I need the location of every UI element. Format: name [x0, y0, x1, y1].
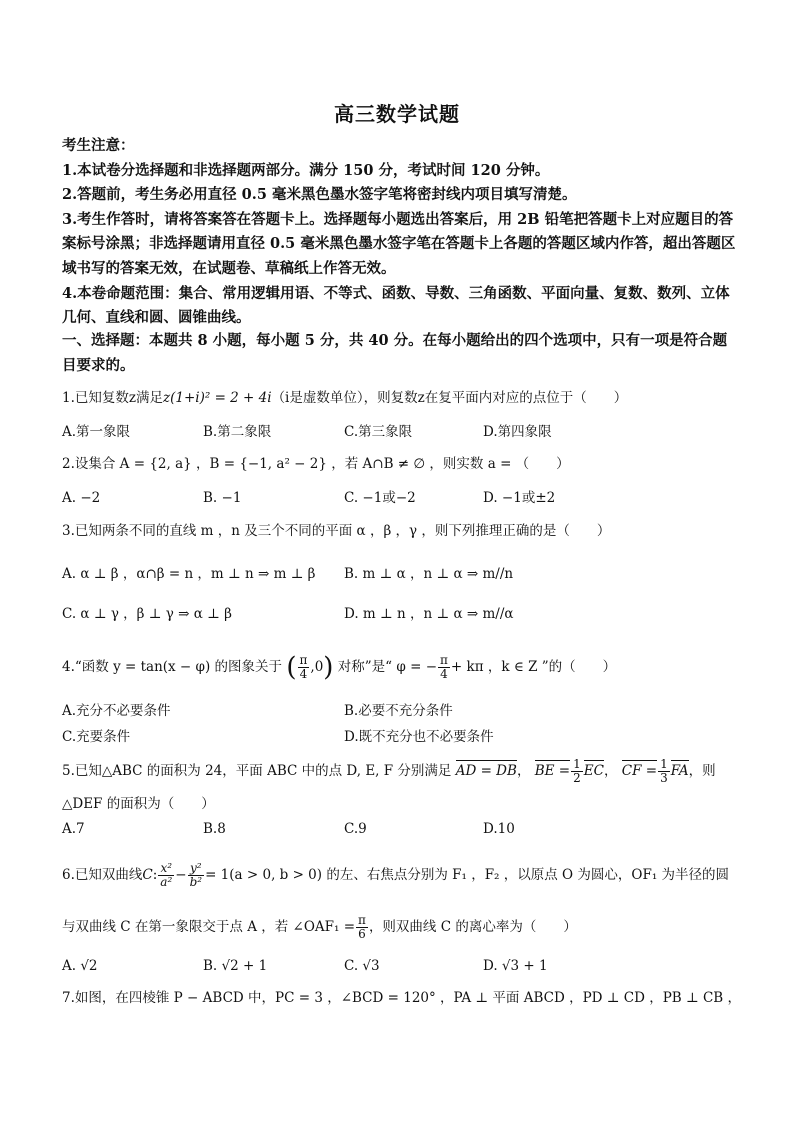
note-item: 1.本试卷分选择题和非选择题两部分。满分 150 分，考试时间 120 分钟。 — [62, 161, 550, 179]
option-b: B. m ⊥ α ，n ⊥ α ⇒ m//n — [344, 566, 514, 582]
q1-equation: z(1+i)² = 2 + 4i — [163, 390, 272, 406]
question-4: 4.“函数 y = tan(x − φ) 的图象关于 ( $\frac{\pi}{4}$ ,0) 对称”是“ φ = − $\frac{\pi}{4}$ + kπ ，k ∈ Z ”的（ ） — [62, 652, 617, 683]
fraction: $\frac{1}{3}$ — [660, 757, 668, 785]
option-b: B.必要不充分条件 — [344, 703, 453, 719]
fraction: $\frac{\text{y²}}{\text{b²}}$ — [189, 861, 203, 889]
question-5-line2: △DEF 的面积为（ ） — [62, 796, 215, 812]
question-3: 3.已知两条不同的直线 m ，n 及三个不同的平面 α ，β ，γ ，则下列推理正确的是（ ） — [62, 523, 611, 539]
vector-expression: CF = — [621, 763, 658, 779]
fraction: $\frac{\pi}{4}$ — [440, 653, 448, 681]
fraction: $\frac{\pi}{4}$ — [299, 653, 308, 681]
question-6-line2: 与双曲线 C 在第一象限交于点 A ，若 ∠OAF₁ = $\frac{\pi}{6}$ ，则双曲线 C 的离心率为（ ） — [62, 913, 577, 941]
option-d: D.第四象限 — [483, 424, 552, 440]
option-c: C. α ⊥ γ ，β ⊥ γ ⇒ α ⊥ β — [62, 606, 232, 622]
section-heading: 一、选择题：本题共 8 小题，每小题 5 分，共 40 分。在每小题给出的四个选项中，只有一项是符合题目要求的。 — [62, 332, 728, 374]
question-6: 6.已知双曲线C: $\frac{\text{x²}}{\text{a²}}$ − $\frac{\text{y²}}{\text{b²}}$ = 1(a > 0, b > 0) 的左、右焦点分别为 F₁ ，F₂ ，以原点 O 为圆心，OF₁ 为半径的圆 — [62, 861, 730, 889]
option-d: D.10 — [483, 821, 515, 837]
fraction: $\frac{\pi}{6}$ — [358, 913, 366, 941]
exam-notes — [62, 134, 738, 331]
note-item: 3.考生作答时，请将答案答在答题卡上。选择题每小题选出答案后，用 2B 铅笔把答题卡上对应题目的答案标号涂黑；非选择题请用直径 0.5 毫米黑色墨水签字笔在答题卡上各题的答题区域内作答，超出答题区域书写的答案无效，在试题卷、草稿纸上作答无效。 — [62, 210, 736, 277]
option-d: D.既不充分也不必要条件 — [344, 729, 494, 745]
option-d: D. −1或±2 — [483, 490, 556, 506]
notes-heading: 考生注意： — [62, 137, 135, 154]
note-item: 2.答题前，考生务必用直径 0.5 毫米黑色墨水签字笔将密封线内项目填写清楚。 — [62, 186, 577, 204]
option-d: D. m ⊥ n ，n ⊥ α ⇒ m//α — [344, 606, 514, 622]
option-d: D. √3 + 1 — [483, 958, 548, 974]
option-c: C.充要条件 — [62, 729, 131, 745]
option-b: B.第二象限 — [203, 424, 272, 440]
question-1: 1.已知复数z满足z(1+i)² = 2 + 4i（i是虚数单位），则复数z在复平面内对应的点位于（ ） — [62, 390, 628, 406]
question-2: 2.设集合 A = {2, a} ，B = {−1, a² − 2} ，若 A∩B ≠ ∅ ，则实数 a = （ ） — [62, 456, 570, 472]
question-5: 5.已知△ABC 的面积为 24，平面 ABC 中的点 D, E, F 分别满足 AD = DB， BE = $\frac{1}{2}$ EC， CF = $\frac{1}{3}$ FA，则 — [62, 757, 716, 785]
fraction: $\frac{\text{x²}}{\text{a²}}$ — [160, 861, 173, 889]
vector-expression: BE = — [534, 763, 571, 779]
page-title: 高三数学试题 — [334, 102, 460, 126]
option-a: A. −2 — [62, 490, 101, 506]
option-a: A.第一象限 — [62, 424, 131, 440]
option-c: C. √3 — [344, 958, 380, 974]
question-7: 7.如图，在四棱锥 P − ABCD 中，PC = 3 ，∠BCD = 120° ，PA ⊥ 平面 ABCD ，PD ⊥ CD ，PB ⊥ CB ， — [62, 990, 742, 1006]
option-c: C. −1或−2 — [344, 490, 416, 506]
option-a: A.7 — [62, 821, 85, 837]
option-c: C.第三象限 — [344, 424, 413, 440]
option-a: A.充分不必要条件 — [62, 703, 171, 719]
vector-expression: AD = DB — [455, 763, 517, 779]
option-b: B. √2 + 1 — [203, 958, 268, 974]
fraction: $\frac{1}{2}$ — [573, 757, 581, 785]
option-a: A. α ⊥ β ，α∩β = n ，m ⊥ n ⇒ m ⊥ β — [62, 566, 316, 582]
option-a: A. √2 — [62, 958, 98, 974]
option-b: B. −1 — [203, 490, 242, 506]
option-b: B.8 — [203, 821, 226, 837]
option-c: C.9 — [344, 821, 367, 837]
note-item: 4.本卷命题范围：集合、常用逻辑用语、不等式、函数、导数、三角函数、平面向量、复数、数列、立体几何、直线和圆、圆锥曲线。 — [62, 284, 730, 327]
